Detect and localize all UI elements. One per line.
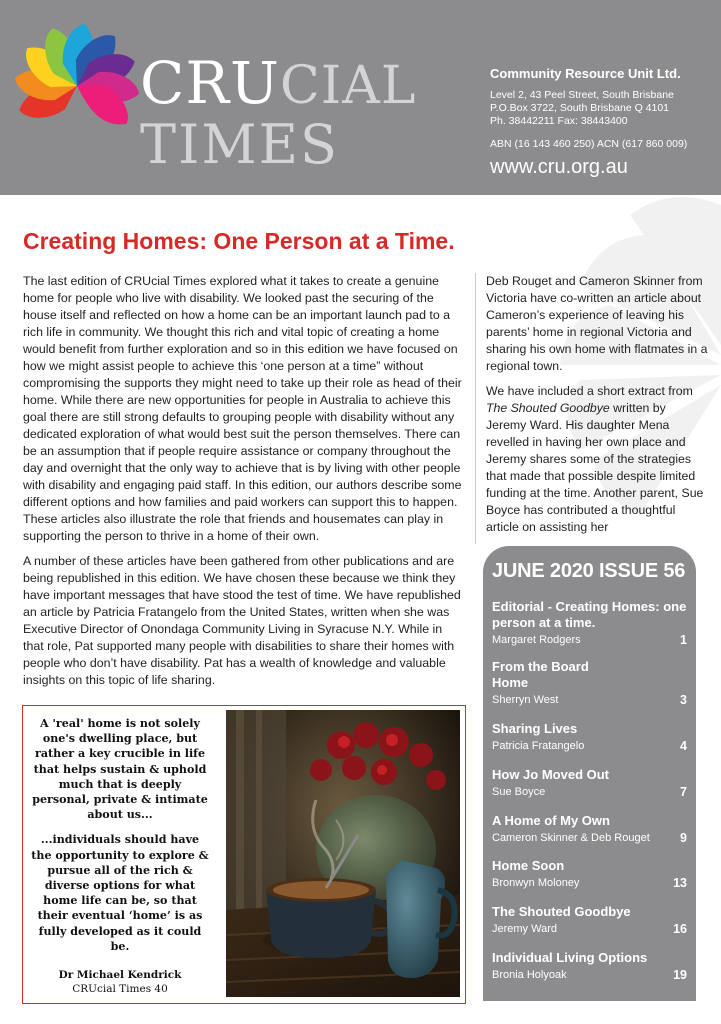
toc-entry-author: Sherryn West [492,694,559,706]
toc-entry[interactable] [492,659,687,708]
address-line: Level 2, 43 Peel Street, South Brisbane [490,89,674,101]
quote-source: CRUcial Times 40 [72,983,168,995]
toc-entry-title: The Shouted Goodbye [492,904,631,919]
toc-entry-author: Margaret Rodgers [492,634,581,646]
address-line: Ph. 38442211 Fax: 38443400 [490,115,628,127]
pull-quote-box [22,705,466,1004]
quote-paragraph: ...individuals should have the opportunity to explore & pursue all of the rich & diverse options for what home life can be, so that their eventual ‘home’ is as fully developed as it could be. [31,833,209,953]
toc-entry[interactable] [492,599,687,648]
toc-entry-page: 4 [680,739,687,753]
crucial-flower-logo-icon [12,14,142,144]
toc-entry[interactable] [492,767,687,800]
quote-author: Dr Michael Kendrick [58,969,182,981]
pull-quote [31,716,209,964]
toc-entry[interactable] [492,858,687,891]
toc-entry-author: Patricia Fratangelo [492,740,585,752]
org-abn: ABN (16 143 460 250) ACN (617 860 009) [490,138,688,150]
article-paragraph: The last edition of CRUcial Times explored what it takes to create a genuine home for people who live with disability. We looked past the securing of the house itself and reflected on how a home can be an important launch pad to a rich life in community. We thought this rich and vital topic of creating a home would benefit from further exploration and so in this edition we have focused on how we might assist people to achieve this ‘one person at a time” without compromising the supports they might need to take up their role as head of their home. While there are new opportunities for people in Australia to achieve this goal there are still strong defaults to grouping people with disability without any dedicated exploration of what would best suit the person themselves. There can be an assumption that if people require assistance or company throughout the day and overnight that the only way to achieve that is by living with other people with disability and engaging paid staff. In this edition, our authors describe some different options and how families and paid workers can support this to happen. These articles also illustrate the role that friends and housemates can play in supporting the person to thrive in a home of their own. [23,274,462,543]
quote-attribution [31,968,209,996]
masthead-title [140,49,417,176]
article-paragraph: Deb Rouget and Cameron Skinner from Victoria have co-written an article about Cameron’s experience of leaving his parents’ home in regional Victoria and sharing his own home with flatmates in a regional town. [486,274,708,373]
toc-entry-author: Cameron Skinner & Deb Rouget [492,832,650,844]
article-headline: Creating Homes: One Person at a Time. [23,228,455,254]
toc-entry-title: Individual Living Options [492,950,648,965]
toc-entry-author: Sue Boyce [492,786,546,798]
toc-entry-page: 1 [680,633,687,647]
toc-entry-page: 7 [680,785,687,799]
toc-entry-page: 19 [673,968,687,982]
toc-entry-title: A Home of My Own [492,813,610,828]
toc-entry[interactable] [492,813,687,846]
title-part-1: CRU [140,49,280,117]
toc-entry-author: Jeremy Ward [492,923,557,935]
book-title: The Shouted Goodbye [486,401,610,415]
toc-entry-page: 9 [680,831,687,845]
toc-entry-author: Bronia Holyoak [492,969,567,981]
toc-entry-title: Sharing Lives [492,721,578,736]
title-line-2: TIMES [140,113,340,176]
toc-entry[interactable] [492,721,687,754]
title-part-2: CIAL [279,56,417,116]
toc-entry-page: 3 [680,693,687,707]
article-column-2 [475,273,708,544]
org-address [490,89,687,128]
toc-entry-page: 16 [673,922,687,936]
paragraph-text: We have included a short extract from [486,384,693,398]
paragraph-text: written by Jeremy Ward. His daughter Mena revelled in having her own place and Jeremy shares some of the strategies that made that possible despite limited funding at the time. Another parent, Sue Boyce has contributed a thoughtful article on assisting her [486,401,704,534]
toc-entry-page: 13 [673,876,687,890]
masthead [0,0,721,195]
tea-cup-photo [226,710,460,997]
toc-entry-author: Bronwyn Moloney [492,877,580,889]
website-link[interactable]: www.cru.org.au [490,156,628,178]
issue-title: JUNE 2020 ISSUE 56 [492,560,686,582]
article-paragraph: A number of these articles have been gathered from other publications and are being republished in this edition. We have chosen these because we think they have important messages that have stood the test of time. We have republished an article by Patricia Fratangelo from the United States, written when she was Executive Director of Onondaga Community Living in Syracuse N.Y. While in that role, Pat supported many people with disabilities to share their homes with people who don’t have disability. Pat has a wealth of knowledge and valuable insights on this topic of life sharing. [23,554,461,687]
toc-entry-title: Editorial - Creating Homes: one person at a time. [492,599,687,630]
quote-paragraph: A 'real' home is not solely one's dwelling place, but rather a key crucible in life that helps sustain & uphold much that is deeply personal, private & intimate about us... [32,717,208,822]
article-column-1 [23,273,466,697]
org-name: Community Resource Unit Ltd. [490,66,681,81]
toc-entry-title: Home Soon [492,858,565,873]
table-of-contents [483,546,696,1001]
org-contact [490,66,687,179]
toc-entry-title: How Jo Moved Out [492,767,609,782]
toc-entry[interactable] [492,950,687,983]
toc-entry-title: From the Board Home [492,659,589,690]
toc-entry[interactable] [492,904,687,937]
address-line: P.O.Box 3722, South Brisbane Q 4101 [490,102,670,114]
article-paragraph [486,383,708,536]
